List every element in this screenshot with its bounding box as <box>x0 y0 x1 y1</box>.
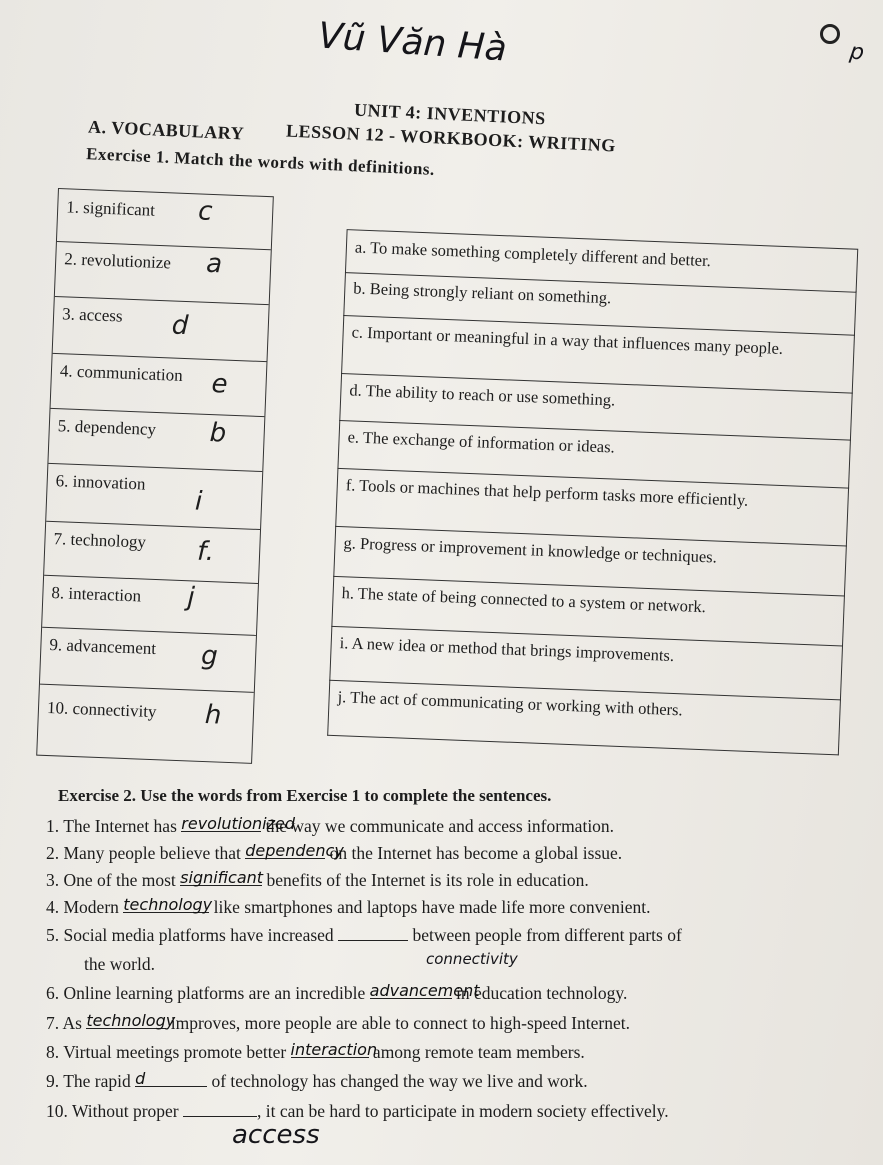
definition-text: g. Progress or improvement in knowledge or techniques. <box>343 533 718 567</box>
definition-text: h. The state of being connected to a system or network. <box>341 583 707 617</box>
answer-blank[interactable] <box>180 869 262 886</box>
word-label: 10. connectivity <box>46 697 157 722</box>
word-label: 8. interaction <box>51 583 142 606</box>
sentence-after: on the Internet has become a global issue. <box>329 843 623 863</box>
word-label: 6. innovation <box>55 471 146 494</box>
sentence-row <box>46 815 614 837</box>
word-label: 3. access <box>61 304 123 326</box>
sentence-number: 4. <box>46 897 60 917</box>
sentence-row <box>46 1100 669 1122</box>
section-title: A. VOCABULARY <box>87 116 245 144</box>
definitions-column <box>326 229 856 784</box>
word-label: 4. communication <box>59 361 184 385</box>
sentence-before: Without proper <box>71 1101 179 1121</box>
sentence-number: 3. <box>46 870 60 890</box>
margin-circle-mark <box>820 24 840 44</box>
sentence-after: like smartphones and laptops have made life more convenient. <box>213 897 651 917</box>
sentence-number: 10. <box>46 1101 68 1121</box>
sentence-row <box>46 1041 585 1063</box>
word-row <box>51 353 267 417</box>
answer-blank[interactable] <box>123 895 213 914</box>
handwritten-answer: revolutionized <box>181 814 296 833</box>
sentence-number: 1. <box>46 816 60 836</box>
sentence-before: Virtual meetings promote better <box>63 1042 287 1062</box>
sentence-after: , it can be hard to participate in modern society effectively. <box>257 1101 669 1121</box>
handwritten-answer: d <box>135 1069 146 1088</box>
definition-text: j. The act of communicating or working with others. <box>337 687 683 720</box>
answer-blank[interactable] <box>181 814 296 833</box>
word-label: 7. technology <box>53 529 147 552</box>
sentence-row <box>46 869 589 891</box>
handwritten-answer: interaction <box>290 1040 378 1059</box>
handwritten-answer: significant <box>180 868 264 887</box>
handwritten-answer: access <box>232 1120 320 1150</box>
sentence-number: 8. <box>46 1042 60 1062</box>
handwritten-answer: e <box>211 369 229 400</box>
answer-blank[interactable] <box>369 981 480 1000</box>
handwritten-answer: f. <box>196 536 215 568</box>
sentence-before: As <box>62 1013 82 1033</box>
sentence-before: Modern <box>63 897 119 917</box>
word-row <box>57 189 273 250</box>
student-name: Vũ Văn Hà <box>316 15 509 70</box>
answer-blank[interactable] <box>86 1011 176 1030</box>
margin-p-mark: p <box>848 39 866 66</box>
sentence-before: Social media platforms have increased <box>63 925 334 945</box>
sentence-after: benefits of the Internet is its role in education. <box>266 870 589 890</box>
word-row <box>53 296 269 362</box>
word-label: 1. significant <box>65 197 156 220</box>
unit-title: UNIT 4: INVENTIONS <box>353 99 547 129</box>
word-row <box>46 463 262 530</box>
sentence-after: of technology has changed the way we live and work. <box>211 1071 588 1091</box>
answer-blank[interactable] <box>183 1100 257 1117</box>
handwritten-answer: h <box>204 700 222 731</box>
sentence-before: The Internet has <box>63 816 177 836</box>
sentence-number: 2. <box>46 843 60 863</box>
sentence-before: Online learning platforms are an incredible <box>63 983 366 1003</box>
definition-text: e. The exchange of information or ideas. <box>347 427 616 457</box>
word-row <box>55 241 271 305</box>
sentence-after: improves, more people are able to connect to high-speed Internet. <box>170 1013 630 1033</box>
handwritten-answer: a <box>205 248 223 280</box>
word-row <box>44 521 260 584</box>
sentence-row <box>46 896 651 918</box>
handwritten-answer: d <box>171 310 189 342</box>
sentence-after: in education technology. <box>456 983 628 1003</box>
handwritten-answer: technology <box>123 895 213 914</box>
sentence-after: the way we communicate and access information. <box>265 816 615 836</box>
word-row <box>40 627 256 693</box>
exercise1-instruction: Exercise 1. Match the words with definitions. <box>85 144 436 179</box>
word-row <box>42 575 258 636</box>
word-row <box>37 684 254 763</box>
handwritten-answer: c <box>197 196 214 227</box>
handwritten-answer: j <box>186 582 196 613</box>
sentence-row <box>46 842 622 864</box>
handwritten-answer: g <box>200 640 219 672</box>
handwritten-answer: technology <box>86 1011 176 1030</box>
handwritten-answer: i <box>194 486 203 517</box>
words-column <box>36 188 274 764</box>
sentence-row <box>46 982 627 1004</box>
sentence-number: 7. <box>46 1013 60 1033</box>
answer-blank[interactable] <box>245 841 344 860</box>
matching-table <box>36 188 857 784</box>
lesson-title: LESSON 12 - WORKBOOK: WRITING <box>285 120 617 156</box>
handwritten-answer: dependency <box>245 841 344 860</box>
sentence-number: 9. <box>46 1071 60 1091</box>
answer-blank[interactable] <box>135 1070 207 1087</box>
sentence-number: 6. <box>46 983 60 1003</box>
sentence-before: Many people believe that <box>63 843 241 863</box>
sentence-row-continued <box>84 950 518 975</box>
sentence-row <box>46 1012 630 1034</box>
handwritten-answer: connectivity <box>426 950 518 968</box>
sentence-row <box>46 924 682 946</box>
answer-blank[interactable] <box>290 1040 378 1059</box>
sentence-after: among remote team members. <box>372 1042 585 1062</box>
definition-text: d. The ability to reach or use something. <box>349 380 616 410</box>
definition-text: b. Being strongly reliant on something. <box>353 278 612 308</box>
sentence-row <box>46 1070 588 1092</box>
word-row <box>48 408 264 472</box>
answer-blank[interactable] <box>338 924 408 941</box>
definition-text: f. Tools or machines that help perform tasks more efficiently. <box>345 475 749 510</box>
definition-text: c. Important or meaningful in a way that influences many people. <box>351 322 784 358</box>
word-label: 2. revolutionize <box>63 249 172 273</box>
definition-text: i. A new idea or method that brings improvements. <box>339 633 675 665</box>
word-label: 5. dependency <box>57 416 157 439</box>
handwritten-answer: b <box>209 418 227 449</box>
sentence-before: The rapid <box>63 1071 131 1091</box>
sentence-after: between people from different parts of <box>412 925 682 945</box>
sentence-continuation: the world. <box>84 954 155 974</box>
exercise2-instruction: Exercise 2. Use the words from Exercise 1 to complete the sentences. <box>58 786 552 805</box>
handwritten-answer: advancement <box>369 981 480 1000</box>
sentence-before: One of the most <box>63 870 176 890</box>
word-label: 9. advancement <box>49 635 157 659</box>
definition-text: a. To make something completely different and better. <box>354 237 712 271</box>
sentence-number: 5. <box>46 925 60 945</box>
